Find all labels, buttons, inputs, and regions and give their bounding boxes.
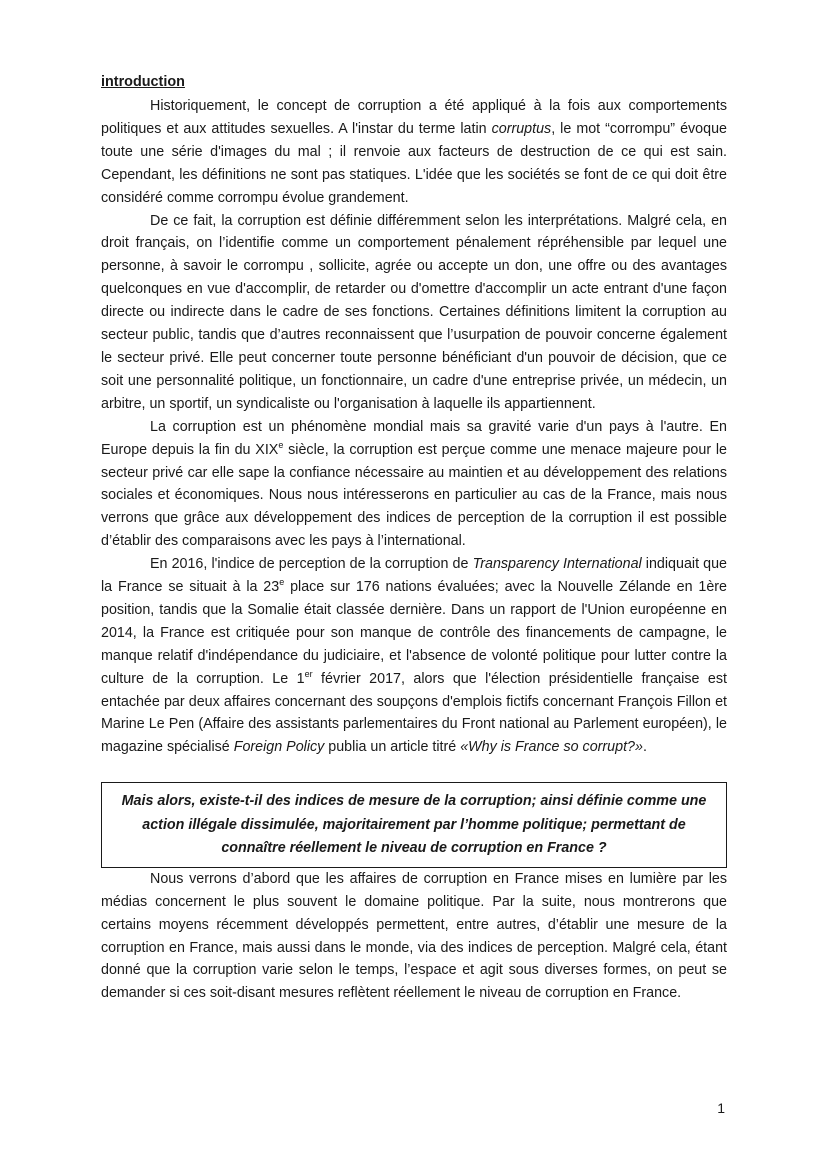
paragraph-4 — [101, 553, 727, 759]
p4-text-e: publia un article titré — [324, 739, 461, 756]
p4-italic-article-title: «Why is France so corrupt?» — [460, 739, 643, 756]
p4-text-b: indiquait que la France se situait à la 23 — [101, 556, 728, 596]
p1-text-a: Historiquement, le concept de corruption a été appliqué à la fois aux comportements politiques et aux attitudes sexuelles. A l'instar du terme latin — [101, 98, 727, 137]
p4-text-f: . — [642, 739, 647, 756]
p1-italic-term: corruptus — [491, 120, 552, 137]
p4-superscript-date: er — [304, 668, 313, 679]
p4-superscript-rank: e — [279, 577, 285, 588]
p1-text-b: , le mot “corrompu” évoque toute une série d'images du mal ; il renvoie aux facteurs de destruction de ce qui est sain. Cependant, les définitions ne sont pas statiques. L'idée que les sociétés se font de ce qui doit être considéré comme corrompu évolue grandement. — [101, 120, 727, 206]
paragraph-1 — [101, 95, 727, 210]
p3-text-a: La corruption est un phénomène mondial mais sa gravité varie d'un pays à l'autre. En Europe depuis la fin du XIX — [101, 418, 727, 458]
p3-text-b: siècle, la corruption est perçue comme une menace majeure pour le secteur privé car elle sape la confiance nécessaire au maintien et au développement des relations sociales et économiques. Nous nous intéresserons en particulier au cas de la France, mais nous verrons que grâce aux développement des indices de perception de la corruption il est possible d’établir des comparaisons avec les pays à l’international. — [101, 441, 727, 550]
page-number: 1 — [717, 1100, 725, 1116]
paragraph-2: De ce fait, la corruption est définie différemment selon les interprétations. Malgré cela, en droit français, on l’identifie comme un comportement pénalement répréhensible par lequel une personne, à savoir le corrompu , sollicite, agrée ou accepte un don, une offre ou des avantages quelconques en vue d'accomplir, de retarder ou d'omettre d'accomplir un acte entrant d'une façon directe ou indirecte dans le cadre de ses fonctions. Certaines définitions limitent la corruption au secteur public, tandis que d’autres reconnaissent que l’usurpation de pouvoir concerne également le secteur privé. Elle peut concerner toute personne bénéficiant d'un pouvoir de décision, que ce soit une personnalité politique, un fonctionnaire, un cadre d'une entreprise privée, un médecin, un arbitre, un sportif, un syndicaliste ou l'organisation à laquelle ils appartiennent. — [101, 212, 727, 412]
p4-text-a: En 2016, l'indice de perception de la corruption de — [150, 556, 473, 573]
p4-text-d: février 2017, alors que l'élection présidentielle française est entachée par deux affaires concernant des soupçons d'emplois fictifs concernant François Fillon et Marine Le Pen (Affaire des assistants parlementaires du Front national au Parlement européen), le magazine spécialisé — [101, 670, 727, 756]
p4-text-c: place sur 176 nations évaluées; avec la Nouvelle Zélande en 1ère position, tandis que la Somalie était classée dernière. Dans un rapport de l'Union européenne en 2014, la France est critiquée pour son manque de contrôle des financements de campagne, le manque relatif d'indépendance du judiciaire, et l'absence de volonté politique pour lutter contre la culture de la corruption. Le 1 — [101, 579, 727, 687]
p4-italic-org: Transparency International — [472, 556, 642, 573]
p4-italic-magazine: Foreign Policy — [233, 739, 325, 756]
section-heading: introduction — [101, 74, 185, 90]
p3-superscript: e — [278, 439, 284, 450]
research-question-box: Mais alors, existe-t-il des indices de mesure de la corruption; ainsi définie comme une action illégale dissimulée, majoritairement par l’homme politique; permettant de connaître réellement le niveau de corruption en France ? — [101, 782, 727, 868]
paragraph-5: Nous verrons d’abord que les affaires de corruption en France mises en lumière par les médias concernent le plus souvent le domaine politique. Par la suite, nous montrerons que certains moyens récemment développés permettent, entre autres, d’établir une mesure de la corruption en France, mais aussi dans le monde, via des indices de perception. Malgré cela, étant donné que la corruption varie selon le temps, l’espace et agit sous diverses formes, on peut se demander si ces soit-disant mesures reflètent réellement le niveau de corruption en France. — [101, 870, 727, 1002]
paragraph-3 — [101, 416, 727, 553]
